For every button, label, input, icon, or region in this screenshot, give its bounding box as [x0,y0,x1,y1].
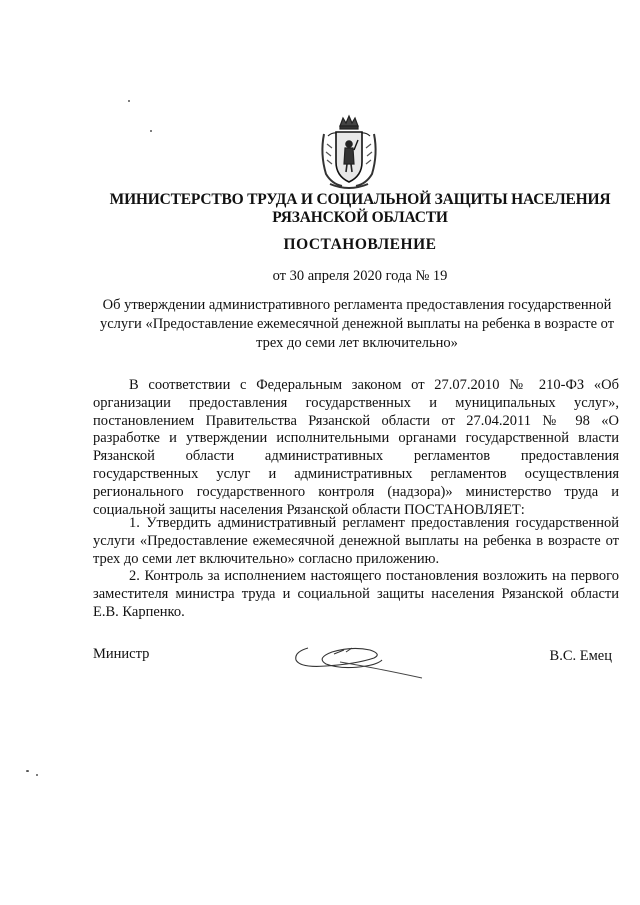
item-2-text: 2. Контроль за исполнением настоящего постановления возложить на первого заместителя министра труда и социальной защиты населения Рязанской области Е.В. Карпенко. [93,568,619,620]
document-type: ПОСТАНОВЛЕНИЕ [283,236,437,253]
coat-of-arms-icon [318,114,380,192]
ministry-name-line2: РЯЗАНСКОЙ ОБЛАСТИ [272,209,448,226]
signatory-name: В.С. Емец [549,648,612,664]
subject-line2: услуги «Предоставление ежемесячной денежной выплаты на ребенка в возрасте от [99,316,615,332]
document-subject [92,296,622,353]
scan-speck [128,100,130,102]
signatory-title: Министр [93,646,150,662]
item-1-text: 1. Утвердить административный регламент предоставления государственной услуги «Предоставление ежемесячной денежной выплаты на ребенка в возрасте от трех до семи лет включительно» согласно приложению. [93,515,619,567]
scan-speck [26,770,29,772]
handwritten-signature [286,638,426,684]
document-date-number: от 30 апреля 2020 года № 19 [272,268,448,284]
preamble-paragraph [93,377,619,519]
preamble-text: В соответствии с Федеральным законом от 27.07.2010 № 210-ФЗ «Об организации предоставления государственных и муниципальных услуг», постановлением Правительства Рязанской области от 27.04.2011 № 98 «О разработке и утверждении исполнительными органами государственной власти Рязанской области административных регламентов предоставления государственных услуг и административных регламентов осуществления регионального государственного контроля (надзора)» министерство труда и социальной защиты населения Рязанской области ПОСТАНОВЛЯЕТ: [93,377,619,518]
subject-line3: трех до семи лет включительно» [256,335,458,351]
ministry-name-line1: МИНИСТЕРСТВО ТРУДА И СОЦИАЛЬНОЙ ЗАЩИТЫ НАСЕЛЕНИЯ [109,191,611,208]
scan-speck [36,774,38,776]
item-2-paragraph [93,568,619,621]
item-1-paragraph [93,515,619,568]
scan-speck [150,130,152,132]
subject-line1: Об утверждении административного регламента предоставления государственной [102,297,612,313]
